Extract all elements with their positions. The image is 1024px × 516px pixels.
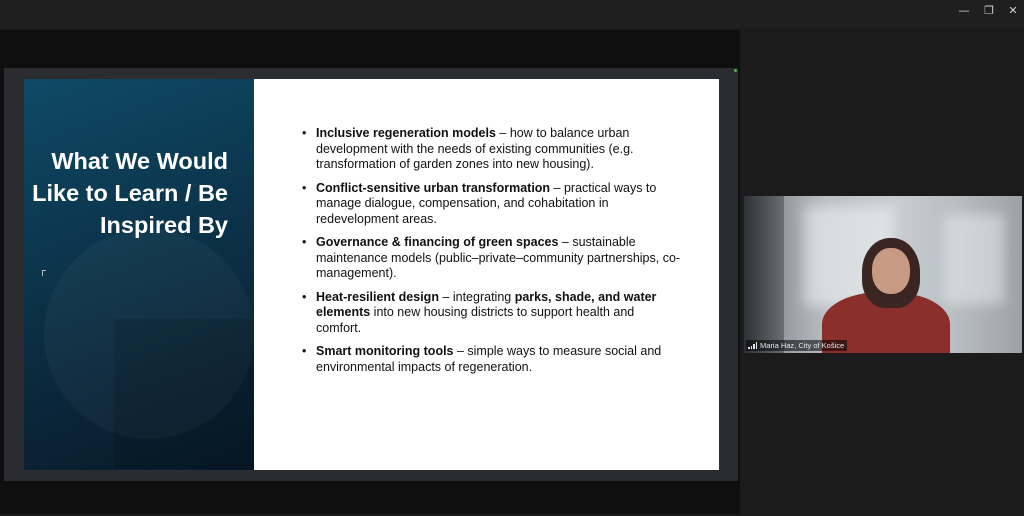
bullet-text: – simple ways to measure social and environmental impacts of regeneration. [316, 344, 662, 374]
bullet-item [302, 181, 682, 228]
decorative-shape [114, 319, 254, 469]
bullet-emphasis: parks, shade, and water elements [316, 289, 657, 319]
participant-name: Maria Haz, City of Košice [760, 341, 845, 350]
bullet-heading: Inclusive regeneration models [316, 126, 496, 140]
slide-content-panel [254, 79, 719, 470]
bullet-heading: Smart monitoring tools [316, 344, 454, 358]
mouse-pointer-icon [42, 270, 46, 276]
signal-bars-icon [748, 342, 757, 349]
bullet-heading: Governance & financing of green spaces [316, 235, 559, 249]
bullet-list [302, 126, 682, 383]
participant-figure [872, 248, 910, 294]
bullet-item [302, 344, 682, 375]
slide-title: What We Would Like to Learn / Be Inspired By [32, 148, 228, 238]
bullet-heading: Conflict-sensitive urban transformation [316, 180, 551, 195]
participant-video-tile[interactable] [744, 196, 1022, 353]
bullet-item [302, 235, 682, 282]
window-titlebar [0, 0, 1024, 28]
bullet-text: – how to balance urban development with the needs of existing communities (e.g. transformation of garden zones into new housing). [316, 126, 634, 171]
bullet-heading: Heat-resilient design [316, 289, 439, 304]
bullet-text: – integrating [438, 289, 515, 304]
presentation-slide [24, 79, 719, 470]
participant-name-label [746, 340, 847, 351]
bullet-item [302, 290, 682, 337]
video-background [944, 214, 1004, 304]
bullet-text: – practical ways to manage dialogue, compensation, and cohabitation in redevelopment areas. [316, 180, 657, 226]
bullet-item [302, 126, 682, 173]
bullet-text: – sustainable maintenance models (public–private–community partnerships, co-management). [316, 235, 681, 280]
slide-title-panel [24, 79, 254, 470]
close-icon[interactable]: ✕ [1008, 4, 1018, 17]
sharing-indicator-dot [734, 69, 737, 72]
minimize-icon[interactable]: — [958, 4, 970, 17]
bullet-text: into new housing districts to support health and comfort. [316, 305, 635, 335]
restore-icon[interactable]: ❐ [984, 4, 994, 17]
video-background [744, 196, 784, 353]
